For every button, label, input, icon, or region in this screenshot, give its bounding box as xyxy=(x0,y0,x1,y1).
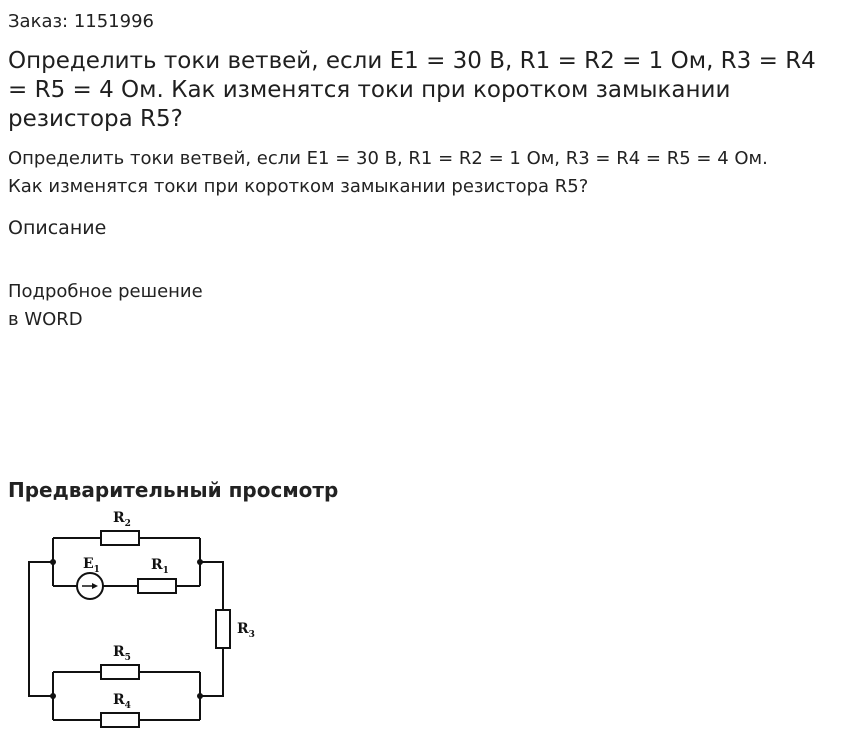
circuit-diagram xyxy=(20,505,270,735)
label-r4: $R_4$ xyxy=(113,692,131,711)
circuit-wires xyxy=(29,538,223,720)
label-r3: $R_3$ xyxy=(237,621,255,640)
page-title: Определить токи ветвей, если E1 = 30 В, R1 = R2 = 1 Ом, R3 = R4 = R5 = 4 Ом. Как изменятся токи при коротком замыкании резистора R5? xyxy=(8,48,816,132)
source-e1 xyxy=(77,573,103,599)
resistor-r2 xyxy=(101,531,139,545)
solution-line-2: в WORD xyxy=(8,309,83,330)
description-heading: Описание xyxy=(8,217,107,239)
label-r1: $R_1$ xyxy=(151,557,169,576)
description-line-1: Определить токи ветвей, если E1 = 30 В, R1 = R2 = 1 Ом, R3 = R4 = R5 = 4 Ом. xyxy=(8,148,768,169)
label-e1: $E_1$ xyxy=(83,556,100,575)
label-r5: $R_5$ xyxy=(113,644,131,663)
solution-note xyxy=(8,278,203,334)
resistor-r5 xyxy=(101,665,139,679)
preview-heading: Предварительный просмотр xyxy=(8,478,339,502)
label-r2: $R_2$ xyxy=(113,510,131,529)
resistor-r4 xyxy=(101,713,139,727)
resistor-r3 xyxy=(216,610,230,648)
order-number: Заказ: 1151996 xyxy=(8,11,154,32)
solution-line-1: Подробное решение xyxy=(8,281,203,302)
resistor-r1 xyxy=(138,579,176,593)
description-line-2: Как изменятся токи при коротком замыкании резистора R5? xyxy=(8,176,589,197)
problem-description xyxy=(8,145,840,201)
